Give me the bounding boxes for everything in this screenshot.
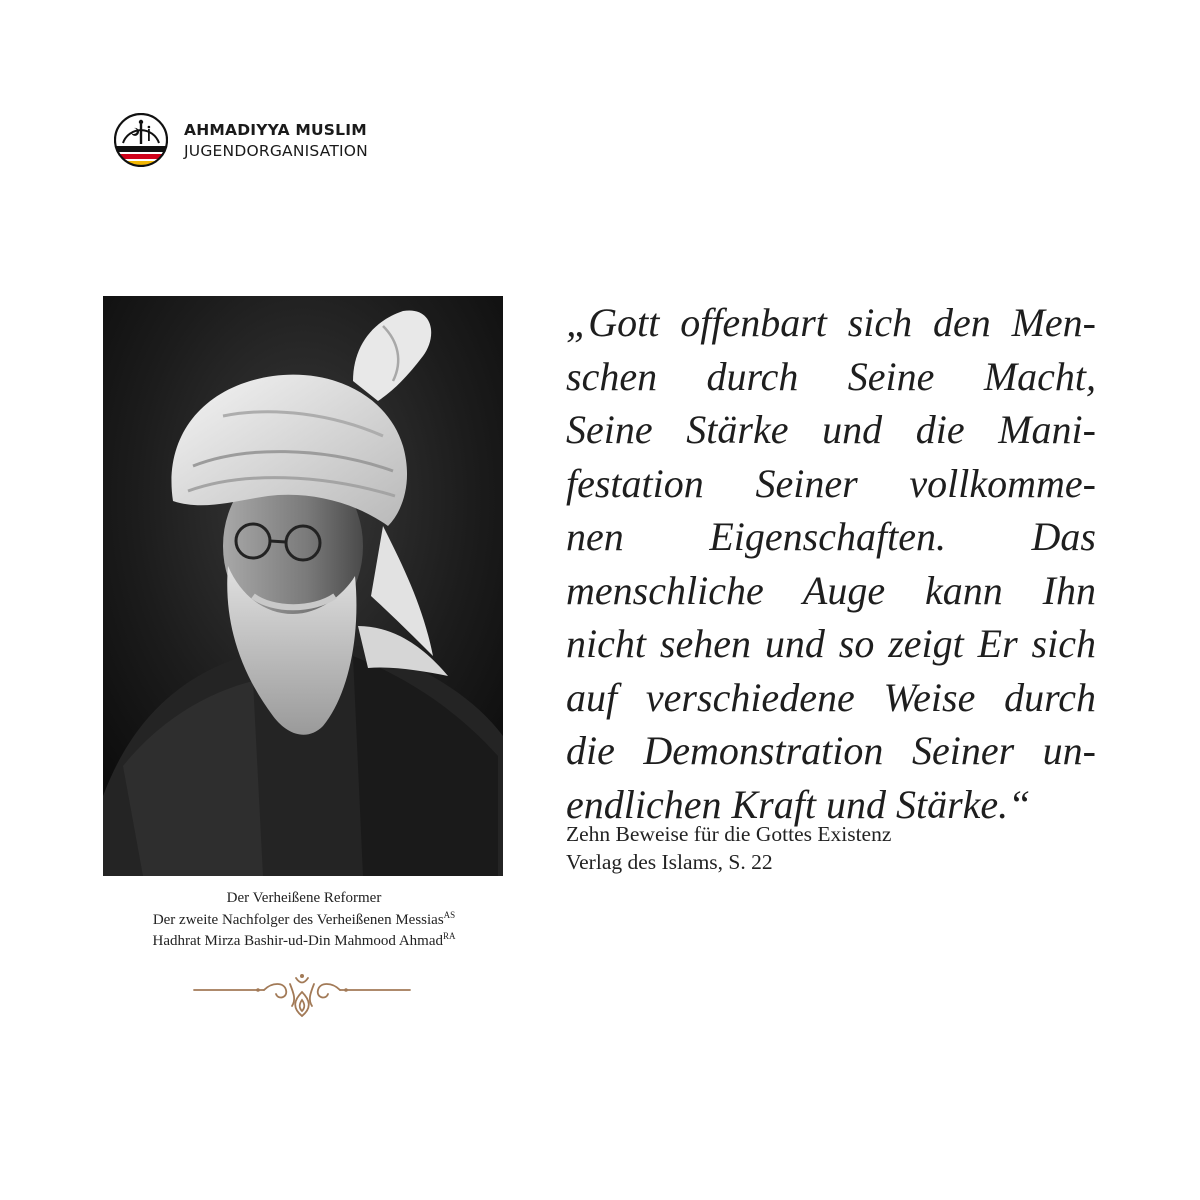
source-publisher: Verlag des Islams, S. 22 <box>566 850 773 874</box>
brand-logo <box>114 113 414 167</box>
logo-emblem-icon <box>114 113 168 167</box>
quote-line: nen Eigenschaften. Das <box>566 514 1096 559</box>
source-title: Zehn Beweise für die Gottes Existenz <box>566 822 892 846</box>
portrait-photo <box>103 296 503 876</box>
caption-title: Der Verheißene Reformer <box>226 890 382 906</box>
quote-source <box>566 820 891 876</box>
photo-caption <box>60 888 548 953</box>
caption-role: Der zweite Nachfolger des Verheißenen Messias$^{AS}$ <box>152 909 456 928</box>
quote-line: die Demonstration Seiner un- <box>566 728 1096 773</box>
brand-subtitle: JUGENDORGANISATION <box>184 142 368 160</box>
caption-name: Hadhrat Mirza Bashir-ud-Din Mahmood Ahmad$^{RA}$ <box>152 931 456 949</box>
quote-line: festation Seiner vollkomme- <box>566 460 1096 506</box>
floral-divider-icon <box>192 968 412 1020</box>
quote-line: „Gott offenbart sich den Men- <box>566 300 1096 345</box>
quote-line: endlichen Kraft und Stärke.“ <box>566 781 1031 827</box>
quote-line: Seine Stärke und die Mani- <box>566 407 1096 452</box>
quote-text <box>566 296 1096 831</box>
quote-line: menschliche Auge kann Ihn <box>566 567 1096 613</box>
quote-line: auf verschiedene Weise durch <box>566 674 1096 720</box>
quote-line: schen durch Seine Macht, <box>566 353 1096 399</box>
brand-name: AHMADIYYA MUSLIM <box>184 121 367 139</box>
quote-line: nicht sehen und so zeigt Er sich <box>566 621 1096 666</box>
